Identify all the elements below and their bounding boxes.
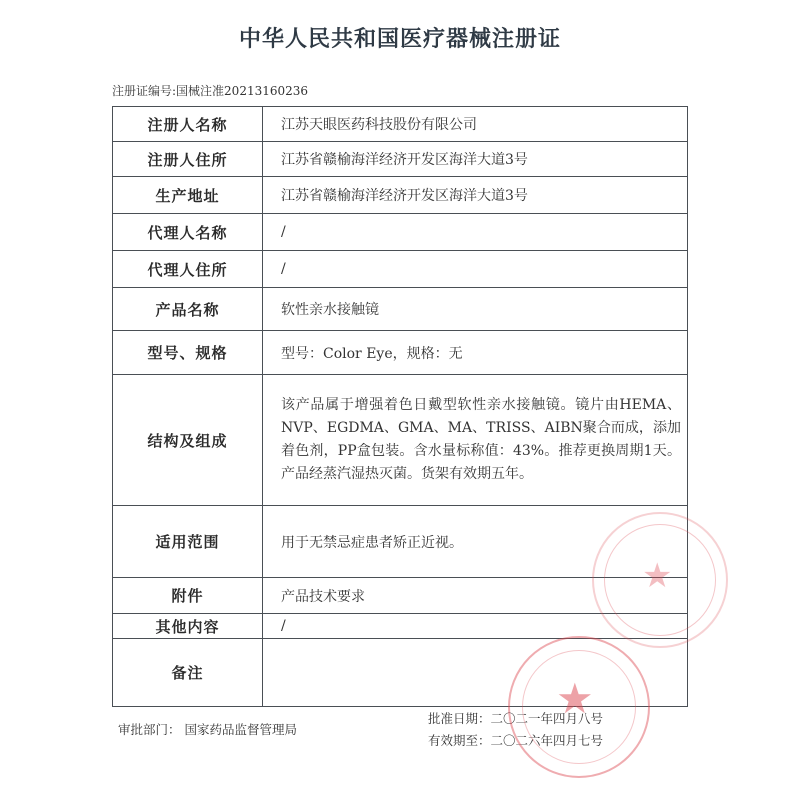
star-icon: ★ bbox=[556, 674, 594, 723]
row-agent-address bbox=[113, 251, 688, 288]
row-value: / bbox=[263, 614, 688, 639]
row-value: 该产品属于增强着色日戴型软性亲水接触镜。镜片由HEMA、NVP、EGDMA、GMA、MA、TRISS、AIBN聚合而成，添加着色剂，PP盒包装。含水量标称值：43%。推荐更换周期1天。产品经蒸汽湿热灭菌。货架有效期五年。 bbox=[263, 375, 688, 506]
row-value bbox=[263, 639, 688, 707]
registration-number: 注册证编号:国械注准20213160236 bbox=[112, 84, 309, 98]
row-label: 生产地址 bbox=[113, 177, 263, 214]
row-scope-of-application bbox=[113, 506, 688, 578]
row-remarks bbox=[113, 639, 688, 707]
approval-date: 批准日期：二〇二一年四月八号 bbox=[428, 711, 604, 726]
row-label: 型号、规格 bbox=[113, 331, 263, 375]
row-value: 江苏省赣榆海洋经济开发区海洋大道3号 bbox=[263, 142, 688, 177]
row-model-spec bbox=[113, 331, 688, 375]
approval-dates bbox=[428, 708, 603, 752]
row-value: 产品技术要求 bbox=[263, 578, 688, 614]
approval-department: 审批部门： 国家药品监督管理局 bbox=[118, 722, 297, 737]
row-value: / bbox=[263, 251, 688, 288]
row-label: 附件 bbox=[113, 578, 263, 614]
row-label: 代理人名称 bbox=[113, 214, 263, 251]
document-title: 中华人民共和国医疗器械注册证 bbox=[238, 26, 561, 52]
row-label: 其他内容 bbox=[113, 614, 263, 639]
row-agent-name bbox=[113, 214, 688, 251]
row-value: 软性亲水接触镜 bbox=[263, 288, 688, 331]
row-label: 适用范围 bbox=[113, 506, 263, 578]
row-value: 用于无禁忌症患者矫正近视。 bbox=[263, 506, 688, 578]
row-label: 备注 bbox=[113, 639, 263, 707]
row-production-address bbox=[113, 177, 688, 214]
valid-until: 有效期至：二〇二六年四月七号 bbox=[428, 733, 604, 748]
row-label: 代理人住所 bbox=[113, 251, 263, 288]
row-structure-composition bbox=[113, 375, 688, 506]
row-label: 产品名称 bbox=[113, 288, 263, 331]
row-product-name bbox=[113, 288, 688, 331]
row-attachment bbox=[113, 578, 688, 614]
row-other-content bbox=[113, 614, 688, 639]
row-label: 注册人住所 bbox=[113, 142, 263, 177]
row-value: 江苏天眼医药科技股份有限公司 bbox=[263, 107, 688, 142]
row-value: 型号：Color Eye，规格：无 bbox=[263, 331, 688, 375]
row-value: / bbox=[263, 214, 688, 251]
row-value: 江苏省赣榆海洋经济开发区海洋大道3号 bbox=[263, 177, 688, 214]
row-registrant-name bbox=[113, 107, 688, 142]
star-icon: ★ bbox=[642, 556, 673, 596]
row-label: 结构及组成 bbox=[113, 375, 263, 506]
certificate-table bbox=[112, 106, 688, 707]
row-label: 注册人名称 bbox=[113, 107, 263, 142]
row-registrant-address bbox=[113, 142, 688, 177]
